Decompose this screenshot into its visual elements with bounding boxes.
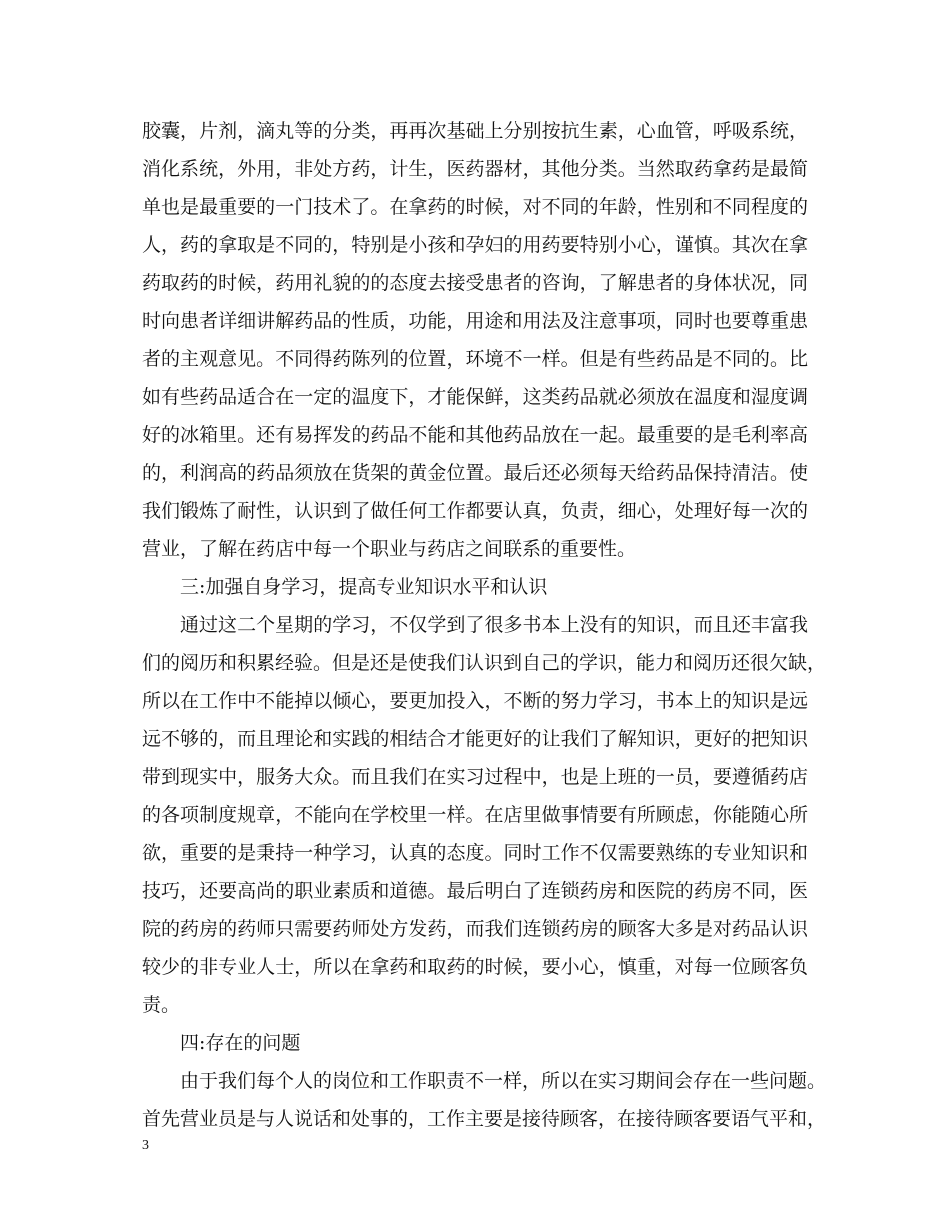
section-3-heading: 三:加强自身学习，提高专业知识水平和认识 [180, 576, 548, 598]
paragraph-line: 营业，了解在药店中每一个职业与药店之间联系的重要性。 [142, 538, 637, 560]
page-number: 3 [142, 1138, 149, 1153]
paragraph-line: 院的药房的药师只需要药师处方发药，而我们连锁药房的顾客大多是对药品认识 [142, 918, 808, 940]
section-4-paragraph [142, 1062, 827, 1138]
section-3-paragraph [142, 606, 827, 1024]
paragraph-line: 首先营业员是与人说话和处事的，工作主要是接待顾客，在接待顾客要语气平和， [142, 1108, 827, 1130]
paragraph-line: 远不够的，而且理论和实践的相结合才能更好的让我们了解知识，更好的把知识 [142, 728, 808, 750]
paragraph-line: 们的阅历和积累经验。但是还是使我们认识到自己的学识，能力和阅历还很欠缺， [142, 652, 827, 674]
paragraph-1 [142, 112, 808, 568]
paragraph-line: 带到现实中，服务大众。而且我们在实习过程中，也是上班的一员，要遵循药店 [142, 766, 808, 788]
paragraph-line: 通过这二个星期的学习，不仅学到了很多书本上没有的知识，而且还丰富我 [180, 614, 808, 636]
paragraph-line: 由于我们每个人的岗位和工作职责不一样，所以在实习期间会存在一些问题。 [180, 1070, 827, 1092]
paragraph-line: 时向患者详细讲解药品的性质，功能，用途和用法及注意事项，同时也要尊重患 [142, 310, 808, 332]
paragraph-line: 者的主观意见。不同得药陈列的位置，环境不一样。但是有些药品是不同的。比 [142, 348, 808, 370]
section-4-heading: 四:存在的问题 [180, 1032, 301, 1054]
paragraph-line: 胶囊，片剂，滴丸等的分类，再再次基础上分别按抗生素，心血管，呼吸系统， [142, 120, 808, 142]
paragraph-line: 人，药的拿取是不同的，特别是小孩和孕妇的用药要特别小心，谨慎。其次在拿 [142, 234, 808, 256]
paragraph-line: 欲，重要的是秉持一种学习，认真的态度。同时工作不仅需要熟练的专业知识和 [142, 842, 808, 864]
paragraph-line: 的，利润高的药品须放在货架的黄金位置。最后还必须每天给药品保持清洁。使 [142, 462, 808, 484]
paragraph-line: 技巧，还要高尚的职业素质和道德。最后明白了连锁药房和医院的药房不同，医 [142, 880, 808, 902]
paragraph-line: 我们锻炼了耐性，认识到了做任何工作都要认真，负责，细心，处理好每一次的 [142, 500, 808, 522]
paragraph-line: 药取药的时候，药用礼貌的的态度去接受患者的咨询，了解患者的身体状况，同 [142, 272, 808, 294]
paragraph-line: 所以在工作中不能掉以倾心，要更加投入，不断的努力学习，书本上的知识是远 [142, 690, 808, 712]
paragraph-line: 单也是最重要的一门技术了。在拿药的时候，对不同的年龄，性别和不同程度的 [142, 196, 808, 218]
paragraph-line: 的各项制度规章，不能向在学校里一样。在店里做事情要有所顾虑，你能随心所 [142, 804, 808, 826]
paragraph-line: 好的冰箱里。还有易挥发的药品不能和其他药品放在一起。最重要的是毛利率高 [142, 424, 808, 446]
document-body [142, 112, 827, 1138]
paragraph-line: 较少的非专业人士，所以在拿药和取药的时候，要小心，慎重，对每一位顾客负 [142, 956, 808, 978]
paragraph-line: 消化系统，外用，非处方药，计生，医药器材，其他分类。当然取药拿药是最简 [142, 158, 808, 180]
paragraph-line: 责。 [142, 994, 181, 1016]
paragraph-line: 如有些药品适合在一定的温度下，才能保鲜，这类药品就必须放在温度和湿度调 [142, 386, 808, 408]
